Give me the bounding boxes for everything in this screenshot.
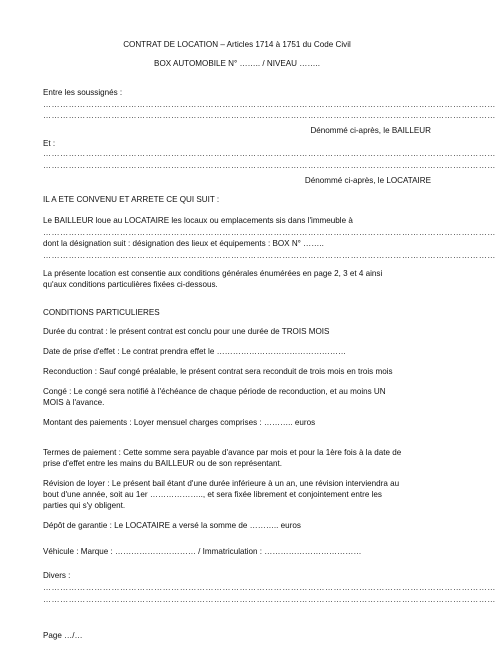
bailleur-caption: Dénommé ci-après, le BAILLEUR [310,126,431,135]
entre-label: Entre les soussignés : [43,88,123,97]
et-label: Et : [43,139,56,148]
contract-title: CONTRAT DE LOCATION – Articles 1714 à 1751 du Code Civil [123,40,351,49]
condition-duree: Durée du contrat : le présent contrat est conclu pour une durée de TROIS MOIS [43,327,330,336]
condition-prise-effet: Date de prise d'effet : Le contrat prendra effet le ………………………………………… [43,347,347,356]
dotted-line: …………………………………………………………………………………………………………………………………………… [43,251,496,260]
dotted-line: …………………………………………………………………………………………………………………………………………… [43,161,496,170]
condition-depot: Dépôt de garantie : Le LOCATAIRE a versé la somme de ……….. euros [43,521,301,530]
condition-vehicule: Véhicule : Marque : ………………………… / Immatriculation : ……………………………… [43,547,362,556]
condition-conge: MOIS à l'avance. [43,398,105,407]
dotted-line: …………………………………………………………………………………………………………………………………………… [43,149,496,158]
dotted-line: …………………………………………………………………………………………………………………………………………… [43,583,496,592]
condition-revision: parties qui s'y obligent. [43,501,126,510]
condition-revision: Révision de loyer : Le présent bail étant d'une durée inférieure à un an, une révision interviendra au [43,479,400,488]
condition-conge: Congé : Le congé sera notifié à l'échéance de chaque période de reconduction, et au moins UN [43,387,386,396]
condition-termes: prise d'effet entre les mains du BAILLEUR ou de son représentant. [43,459,282,468]
conditions-heading: CONDITIONS PARTICULIERES [43,308,160,317]
box-subtitle: BOX AUTOMOBILE N° …….. / NIVEAU …….. [154,59,320,68]
locataire-caption: Dénommé ci-après, le LOCATAIRE [304,176,431,185]
dotted-line: …………………………………………………………………………………………………………………………………………… [43,595,496,604]
dotted-line: …………………………………………………………………………………………………………………………………………… [43,228,496,237]
condition-reconduction: Reconduction : Sauf congé préalable, le présent contrat sera reconduit de trois mois en trois mois [43,367,393,376]
agreement-line: dont la désignation suit : désignation des lieux et équipements : BOX N° …….. [43,239,324,248]
agreement-heading: IL A ETE CONVENU ET ARRETE CE QUI SUIT : [43,195,220,204]
dotted-line: …………………………………………………………………………………………………………………………………………… [43,111,496,120]
condition-termes: Termes de paiement : Cette somme sera payable d'avance par mois et pour la 1ère fois à la date de [43,448,402,457]
agreement-line: qu'aux conditions particulières fixées ci-dessous. [43,280,218,289]
dotted-line: …………………………………………………………………………………………………………………………………………… [43,100,496,109]
condition-revision: bout d'une année, soit au 1er ……………….., et sera fixée librement et conjointement entre les [43,490,382,499]
agreement-line: Le BAILLEUR loue au LOCATAIRE les locaux ou emplacements sis dans l'immeuble à [43,216,353,225]
agreement-line: La présente location est consentie aux conditions générales énumérées en page 2, 3 et 4 ainsi [43,269,383,278]
condition-montant: Montant des paiements : Loyer mensuel charges comprises : ……….. euros [43,418,316,427]
page-number: Page …/… [43,631,83,640]
condition-divers: Divers : [43,571,71,580]
